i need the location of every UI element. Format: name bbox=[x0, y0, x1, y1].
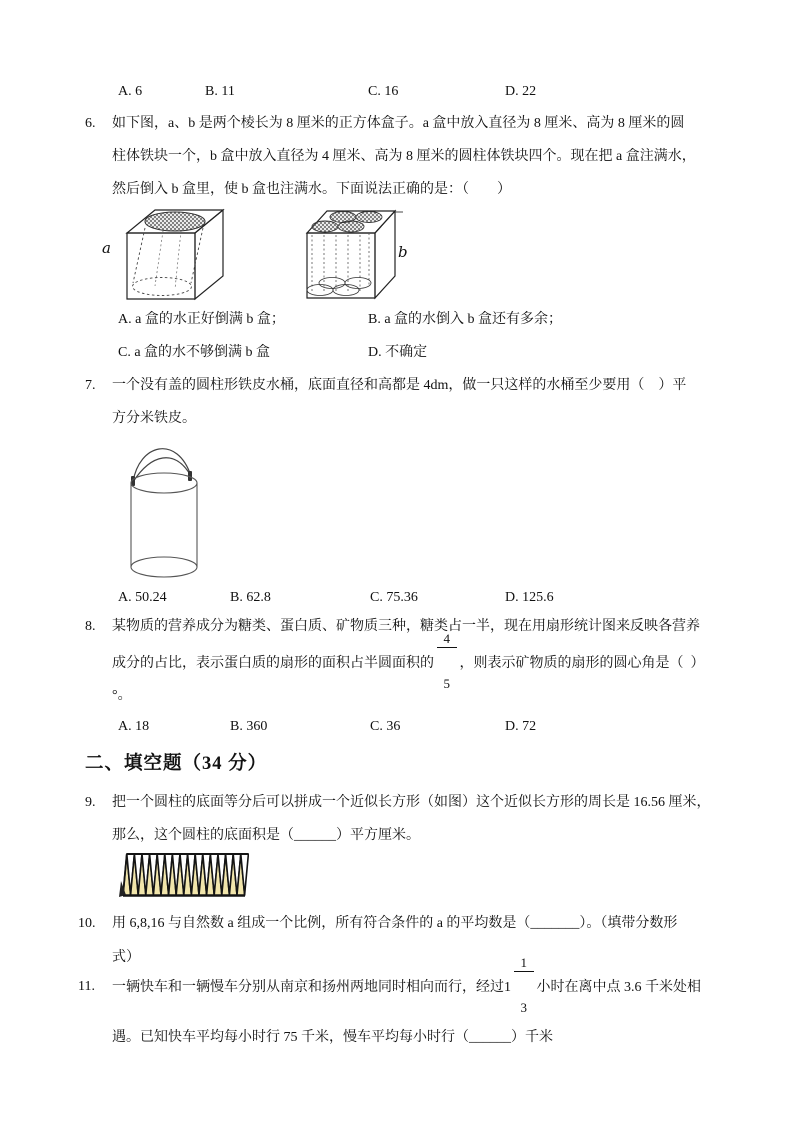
zigzag-figure bbox=[117, 851, 249, 901]
question-6-number: 6. bbox=[85, 116, 96, 131]
q8-fraction-numerator: 4 bbox=[437, 632, 457, 648]
cube-with-four-cylinders-drawing bbox=[299, 205, 403, 301]
q11-fraction bbox=[514, 926, 534, 1047]
question-8-line-2 bbox=[112, 630, 705, 692]
question-9-number: 9. bbox=[85, 795, 96, 810]
question-10-number: 10. bbox=[78, 916, 96, 931]
q11-line1-pre: 一辆快车和一辆慢车分别从南京和扬州两地同时相向而行，经过1 bbox=[112, 980, 511, 995]
question-6-line-1: 如下图，a、b 是两个棱长为 8 厘米的正方体盒子。a 盒中放入直径为 8 厘米、高为 8 厘米的圆 bbox=[112, 116, 685, 131]
prev-option-c: C. 16 bbox=[368, 84, 399, 99]
q8-line2-post: ，则表示矿物质的扇形的圆心角是（ ） bbox=[459, 656, 705, 671]
question-11-line-1 bbox=[112, 954, 701, 1016]
prev-option-b: B. 11 bbox=[205, 84, 235, 99]
prev-option-a: A. 6 bbox=[118, 84, 143, 99]
q7-option-a: A. 50.24 bbox=[118, 590, 167, 605]
question-11-number: 11. bbox=[78, 979, 95, 994]
q7-option-b: B. 62.8 bbox=[230, 590, 271, 605]
question-6-line-2: 柱体铁块一个，b 盒中放入直径为 4 厘米、高为 8 厘米的圆柱体铁块四个。现在把 a 盒注满水， bbox=[112, 149, 696, 164]
q8-option-a: A. 18 bbox=[118, 719, 150, 734]
q6-option-d: D. 不确定 bbox=[368, 345, 428, 360]
cube-b-figure bbox=[299, 205, 419, 303]
question-8-line-3: °。 bbox=[112, 688, 132, 703]
cube-b-label: b bbox=[398, 243, 408, 261]
q11-fraction-numerator: 1 bbox=[514, 956, 534, 972]
question-10-line-1: 用 6,8,16 与自然数 a 组成一个比例，所有符合条件的 a 的平均数是（_______）。（填带分数形 bbox=[112, 916, 678, 931]
question-8-line-1: 某物质的营养成分为糖类、蛋白质、矿物质三种，糖类占一半，现在用扇形统计图来反映各营养 bbox=[112, 619, 700, 634]
question-7-line-1: 一个没有盖的圆柱形铁皮水桶，底面直径和高都是 4dm，做一只这样的水桶至少要用（ ）平 bbox=[112, 378, 687, 393]
q8-option-c: C. 36 bbox=[370, 719, 401, 734]
section-2-title: 二、填空题（34 分） bbox=[85, 754, 268, 774]
q6-option-a: A. a 盒的水正好倒满 b 盒； bbox=[118, 312, 285, 327]
q7-option-d: D. 125.6 bbox=[505, 590, 554, 605]
question-10-line-2: 式） bbox=[112, 950, 140, 965]
q7-option-c: C. 75.36 bbox=[370, 590, 418, 605]
q11-fraction-denominator: 3 bbox=[520, 1000, 527, 1016]
cube-a-figure bbox=[102, 203, 236, 303]
prev-option-d: D. 22 bbox=[505, 84, 537, 99]
question-11-line-2: 遇。已知快车平均每小时行 75 千米，慢车平均每小时行（______）千米 bbox=[112, 1030, 553, 1045]
cylindrical-bucket-drawing bbox=[127, 440, 203, 586]
q8-line2-pre: 成分的占比，表示蛋白质的扇形的面积占半圆面积的 bbox=[112, 656, 434, 671]
question-7-number: 7. bbox=[85, 378, 96, 393]
question-7-line-2: 方分米铁皮。 bbox=[112, 411, 196, 426]
cylinder-sectors-strip-drawing bbox=[117, 851, 249, 901]
q8-fraction-denominator: 5 bbox=[443, 676, 450, 692]
q8-option-d: D. 72 bbox=[505, 719, 537, 734]
question-8-number: 8. bbox=[85, 619, 96, 634]
question-9-line-1: 把一个圆柱的底面等分后可以拼成一个近似长方形（如图）这个近似长方形的周长是 16.56 厘米， bbox=[112, 795, 711, 810]
q6-option-b: B. a 盒的水倒入 b 盒还有多余； bbox=[368, 312, 563, 327]
cube-a-label: a bbox=[102, 239, 111, 257]
cube-with-one-cylinder-drawing bbox=[117, 203, 229, 301]
question-6-line-3: 然后倒入 b 盒里，使 b 盒也注满水。下面说法正确的是：（ ） bbox=[112, 182, 511, 197]
q8-option-b: B. 360 bbox=[230, 719, 268, 734]
q11-line1-post: 小时在离中点 3.6 千米处相 bbox=[536, 980, 701, 995]
question-9-line-2: 那么，这个圆柱的底面积是（______）平方厘米。 bbox=[112, 828, 420, 843]
bucket-figure bbox=[127, 440, 203, 586]
q6-option-c: C. a 盒的水不够倒满 b 盒 bbox=[118, 345, 271, 360]
q8-fraction bbox=[437, 602, 457, 723]
